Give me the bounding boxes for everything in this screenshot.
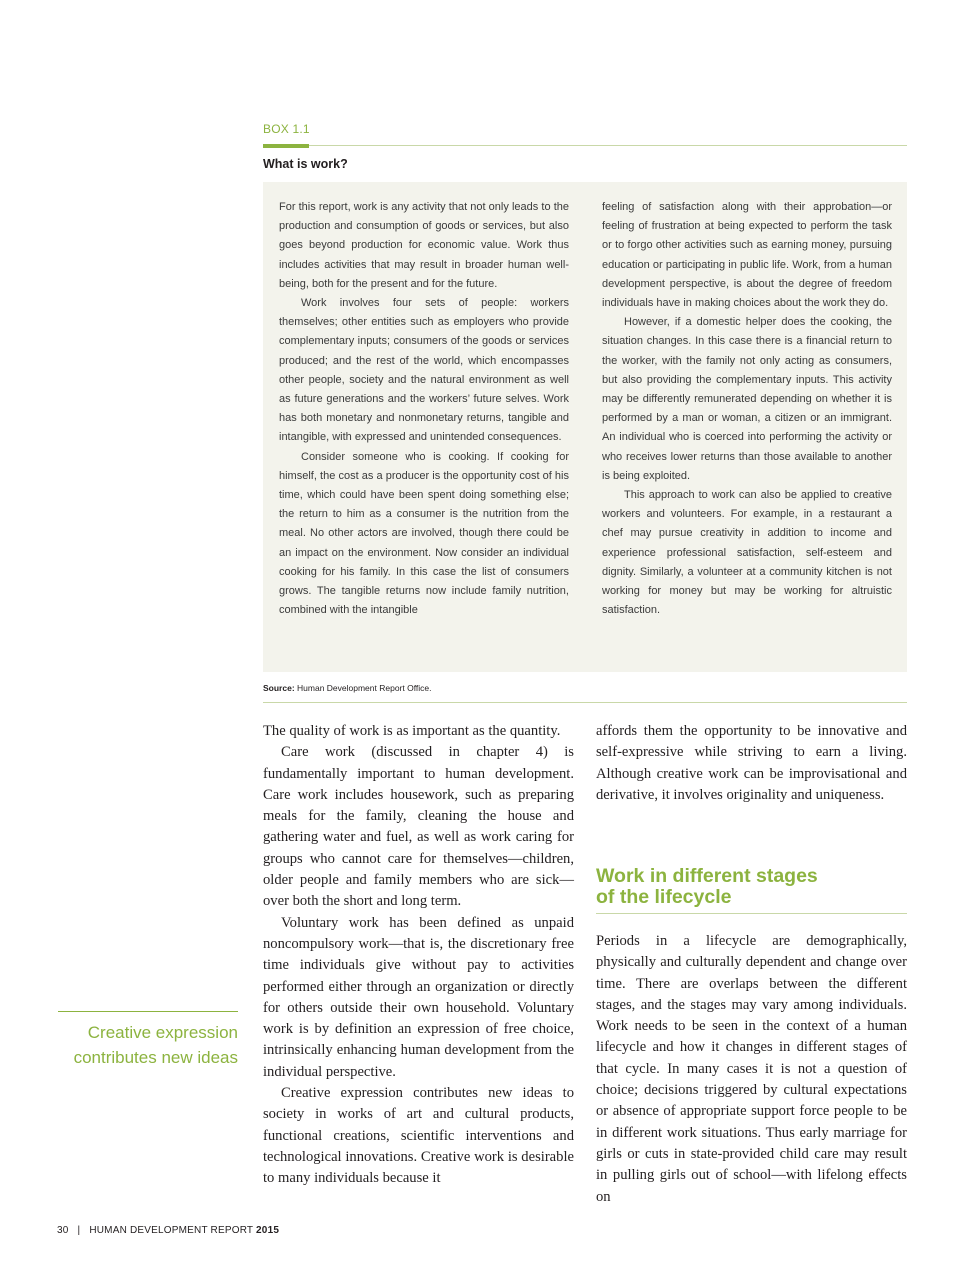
body-paragraph: The quality of work is as important as the quantity. bbox=[263, 723, 561, 739]
box-right-column bbox=[602, 198, 892, 620]
page-number: 30 bbox=[57, 1225, 69, 1236]
body-paragraph: Care work (discussed in chapter 4) is fundamentally important to human development. Care work includes housework, such as preparing meals for the family, cleaning the house and gathering water and fuel, as well as work caring for groups who cannot care for themselves—children, older people and family members who are sick—over both the short and long term. bbox=[263, 744, 574, 910]
section-heading-rule bbox=[596, 913, 907, 914]
body-right-column-top bbox=[596, 721, 907, 806]
source-text: Human Development Report Office. bbox=[294, 683, 432, 693]
publication-title: HUMAN DEVELOPMENT REPORT bbox=[89, 1225, 257, 1236]
body-paragraph: Creative expression contributes new ideas to society in works of art and cultural products, functional creations, scientific interventions and technological innovations. Creative work is desirable to many individuals because it bbox=[263, 1085, 574, 1187]
source-label: Source: bbox=[263, 683, 295, 693]
box-paragraph: For this report, work is any activity that not only leads to the production and consumption of goods or services, but also goes beyond production for economic value. Work thus includes activities that may result in broader human well-being, both for the present and for the future. bbox=[279, 201, 569, 290]
box-paragraph: However, if a domestic helper does the cooking, the situation changes. In this case there is a financial return to the worker, with the family not only acting as consumers, but also providing the complementary inputs. This activity may be differently remunerated depending on whether it is performed by a man or woman, a citizen or an immigrant. An individual who is coerced into performing the activity or who receives lower returns than those available to another is being exploited. bbox=[602, 316, 892, 482]
box-paragraph: This approach to work can also be applied to creative workers and volunteers. For example, in a restaurant a chef may pursue creativity in addition to income and experience professional satisfaction, self-esteem and dignity. Similarly, a volunteer at a community kitchen is not working for money but may be working for altruistic satisfaction. bbox=[602, 489, 892, 617]
pull-quote-line: Creative expression bbox=[87, 1023, 238, 1042]
section-heading bbox=[596, 866, 907, 908]
box-left-column bbox=[279, 198, 569, 620]
pull-quote bbox=[58, 1020, 238, 1070]
body-paragraph: affords them the opportunity to be innovative and self-expressive while striving to earn a living. Although creative work can be improvisational and derivative, it involves originality and uniqueness. bbox=[596, 723, 907, 803]
pull-quote-rule bbox=[58, 1011, 238, 1012]
page-footer bbox=[57, 1225, 279, 1236]
box-accent-bar bbox=[263, 144, 309, 148]
publication-year: 2015 bbox=[256, 1225, 280, 1236]
box-paragraph: Consider someone who is cooking. If cooking for himself, the cost as a producer is the opportunity cost of his time, which could have been spent doing something else; the return to him as a consumer is the nutrition from the meal. No other actors are involved, though there could be an impact on the environment. Now consider an individual cooking for his family. In this case the list of consumers grows. The tangible returns now include family nutrition, combined with the intangible bbox=[279, 450, 569, 617]
box-title: What is work? bbox=[263, 157, 348, 171]
box-paragraph: feeling of satisfaction along with their approbation—or feeling of frustration at being expected to perform the task or to forgo other activities such as earning money, pursuing education or participating in public life. Work, from a human development perspective, is about the degree of freedom individuals have in making choices about the work they do. bbox=[602, 201, 892, 310]
box-bottom-rule bbox=[263, 702, 907, 703]
box-source bbox=[263, 683, 432, 693]
section-heading-line: of the lifecycle bbox=[596, 886, 732, 908]
footer-separator: | bbox=[77, 1225, 81, 1236]
body-left-column bbox=[263, 721, 574, 1190]
box-top-rule bbox=[309, 145, 907, 146]
box-label: BOX 1.1 bbox=[263, 122, 310, 136]
body-paragraph: Periods in a lifecycle are demographically, physically and culturally dependent and change over time. There are overlaps between the different stages, and the stages may vary among individuals. Work needs to be seen in the context of a human lifecycle and how it changes in different stages of that cycle. In many cases it is not a question of choice; decisions triggered by cultural expectations or absence of appropriate support force people to be in different work situations. Thus early marriage for girls or cuts in state-provided child care may result in pulling girls out of school—with lifelong effects on bbox=[596, 933, 907, 1205]
pull-quote-line: contributes new ideas bbox=[73, 1048, 238, 1067]
box-paragraph: Work involves four sets of people: workers themselves; other entities such as employers who provide complementary inputs; consumers of the goods or services produced; and the rest of the world, which encompasses other people, society and the natural environment as well as future generations and the workers’ future selves. Work has both monetary and nonmonetary returns, tangible and intangible, with expressed and unintended consequences. bbox=[279, 297, 569, 444]
section-heading-line: Work in different stages bbox=[596, 865, 818, 887]
body-right-column-bottom bbox=[596, 931, 907, 1208]
body-paragraph: Voluntary work has been defined as unpaid noncompulsory work—that is, the discretionary free time individuals give without pay to activities performed either through an organization or directly for others outside their own household. Voluntary work is by definition an expression of free choice, intrinsically enhancing human development from the individual perspective. bbox=[263, 914, 574, 1080]
